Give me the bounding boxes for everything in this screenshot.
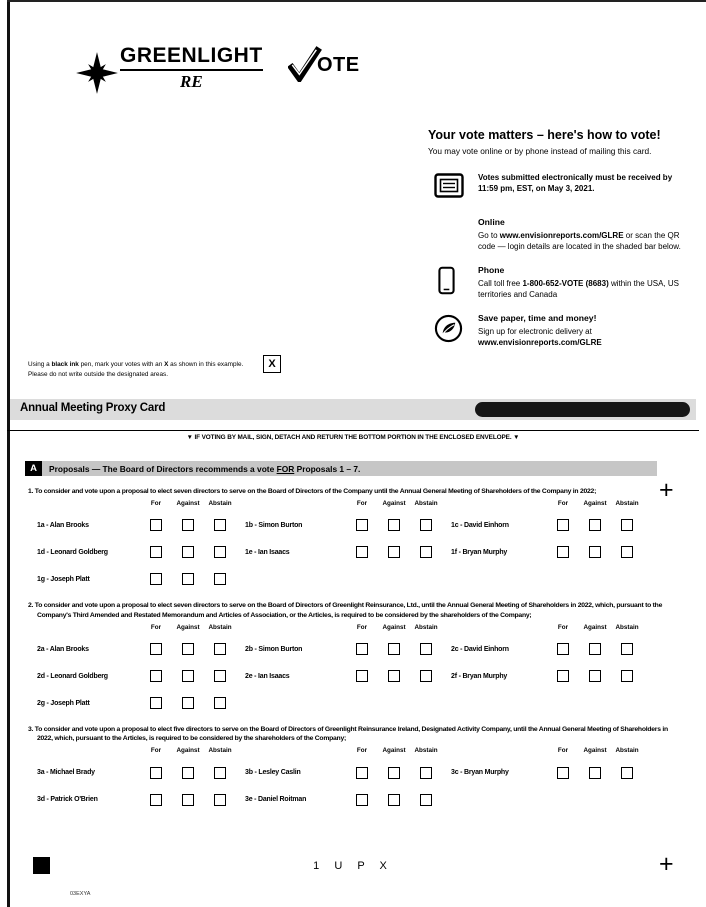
logo-re: RE [179, 72, 203, 91]
column-header-abstain: Abstain [615, 499, 639, 507]
vote-cell [378, 759, 410, 786]
checkbox-3b-abstain[interactable] [420, 767, 432, 779]
vote-cell [204, 539, 236, 566]
vote-cell [410, 786, 442, 813]
marking-instructions-line2: Please do not write outside the designated areas. [28, 370, 168, 378]
vote-cell [204, 636, 236, 663]
checkbox-1f-for[interactable] [557, 546, 569, 558]
vote-cell [204, 690, 236, 717]
vote-cell [140, 566, 172, 593]
howto-heading: Your vote matters – here's how to vote! [428, 128, 661, 142]
vote-cell [204, 786, 236, 813]
column-header-abstain: Abstain [208, 747, 232, 755]
vote-cell [579, 539, 611, 566]
vote-cell [410, 690, 442, 717]
vote-cell [378, 786, 410, 813]
vote-cell [204, 512, 236, 539]
paperless-item [428, 313, 694, 348]
vote-cell [140, 663, 172, 690]
checkbox-2f-for[interactable] [557, 670, 569, 682]
vote-cell [579, 663, 611, 690]
column-header-against: Against [176, 623, 200, 631]
marking-instructions [28, 360, 258, 380]
registration-plus-bottom: + [659, 850, 674, 878]
proxy-card-bar [10, 399, 696, 420]
paperless-title: Save paper, time and money! [478, 312, 597, 323]
nominee-label: 2e - Ian Isaacs [245, 672, 290, 680]
vote-cell [547, 663, 579, 690]
online-post: or scan the QR code — login details are located in the shaded bar below. [478, 230, 681, 251]
paperless-line1: Sign up for electronic delivery at [478, 326, 592, 336]
howto-subheading: You may vote online or by phone instead of mailing this card. [428, 146, 652, 156]
vote-cell [346, 690, 378, 717]
nominee-label: 1f - Bryan Murphy [451, 548, 508, 556]
checkbox-2b-for[interactable] [356, 643, 368, 655]
column-header-against: Against [176, 499, 200, 507]
vote-cell [378, 690, 410, 717]
column-header-against: Against [176, 747, 200, 755]
checkbox-1e-for[interactable] [356, 546, 368, 558]
vote-cell [547, 690, 579, 717]
nominee-label: 3e - Daniel Roitman [245, 796, 307, 804]
perforation-line [7, 430, 699, 431]
proposal-2-text: 2. To consider and vote upon a proposal to elect seven directors to serve on the Board of Directors of Greenlight Reinsurance, Ltd., until the Annual General Meeting of Shareholders in 2022, which, pursuant to the Company's Third Amended and Restated Memorandum and Articles of Association, or the Articles, is required to be considered by the shareholders of the Company; [28, 601, 663, 619]
column-header-against: Against [382, 499, 406, 507]
column-header-against: Against [382, 623, 406, 631]
checkbox-1f-against[interactable] [589, 546, 601, 558]
checkbox-1c-abstain[interactable] [621, 519, 633, 531]
nominee-label: 2g - Joseph Platt [37, 699, 90, 707]
vote-cell [346, 663, 378, 690]
checkbox-1d-abstain[interactable] [214, 546, 226, 558]
column-header-abstain: Abstain [208, 623, 232, 631]
column-header-abstain: Abstain [414, 499, 438, 507]
electronic-deadline-item [428, 172, 694, 204]
footer-code: 1 U P X [313, 860, 393, 872]
proposal-3-text: 3. To consider and vote upon a proposal to elect five directors to serve on the Board of Directors of Greenlight Reinsurance Ireland, Designated Activity Company, until the Annual General Meeting of Shareholders in 2022, which, pursuant to the Articles, is required to be considered by the shareholders of the Company; [28, 725, 668, 743]
proposal-1 [28, 487, 693, 593]
checkbox-3d-against[interactable] [182, 794, 194, 806]
checkbox-1f-abstain[interactable] [621, 546, 633, 558]
logo-name: GREENLIGHT [120, 44, 263, 71]
vote-cell [410, 539, 442, 566]
checkbox-2d-against[interactable] [182, 670, 194, 682]
checkbox-3a-abstain[interactable] [214, 767, 226, 779]
checkbox-3c-against[interactable] [589, 767, 601, 779]
vote-cell [579, 636, 611, 663]
checkbox-1a-abstain[interactable] [214, 519, 226, 531]
column-header-for: For [557, 499, 569, 507]
section-a-title [42, 461, 657, 476]
phone-instructions [478, 278, 688, 300]
how-to-vote-panel [428, 128, 694, 361]
nominee-label: 2b - Simon Burton [245, 645, 303, 653]
proposal-3-vote-grid [28, 747, 693, 813]
phone-item [428, 265, 694, 300]
empty-label [442, 786, 547, 813]
grid-spacer [236, 624, 346, 636]
vote-cell [611, 636, 643, 663]
vote-cell [378, 636, 410, 663]
vote-cell [547, 786, 579, 813]
nominee-label: 1b - Simon Burton [245, 521, 303, 529]
empty-label [442, 690, 547, 717]
section-a-title-for: FOR [276, 463, 295, 474]
vote-cell [547, 636, 579, 663]
checkbox-2a-against[interactable] [182, 643, 194, 655]
vote-cell [611, 690, 643, 717]
online-item [428, 217, 694, 252]
vote-cell [172, 512, 204, 539]
checkbox-1g-abstain[interactable] [214, 573, 226, 585]
vote-cell [140, 786, 172, 813]
imprint-code: 03EXYA [70, 891, 91, 897]
electronic-vote-icon [428, 172, 478, 204]
column-header-abstain: Abstain [615, 623, 639, 631]
grid-spacer [442, 500, 547, 512]
checkbox-1d-against[interactable] [182, 546, 194, 558]
checkbox-1d-for[interactable] [150, 546, 162, 558]
grid-spacer [236, 747, 346, 759]
checkbox-2c-abstain[interactable] [621, 643, 633, 655]
paperless-url: www.envisionreports.com/GLRE [478, 337, 602, 347]
vote-cell [140, 690, 172, 717]
checkbox-3e-against[interactable] [388, 794, 400, 806]
example-mark-box: X [263, 355, 281, 373]
vote-cell [172, 539, 204, 566]
section-a-title-pre: Proposals — The Board of Directors recommends a vote [49, 463, 277, 474]
vote-cell [611, 512, 643, 539]
checkbox-1g-for[interactable] [150, 573, 162, 585]
vote-cell [346, 759, 378, 786]
proposal-2-vote-grid [28, 624, 693, 717]
proposal-3 [28, 725, 693, 814]
checkbox-2f-against[interactable] [589, 670, 601, 682]
vote-cell [172, 566, 204, 593]
column-header-abstain: Abstain [414, 623, 438, 631]
checkbox-2c-for[interactable] [557, 643, 569, 655]
checkbox-1c-for[interactable] [557, 519, 569, 531]
checkbox-3d-abstain[interactable] [214, 794, 226, 806]
grid-spacer [28, 624, 140, 636]
proposal-1-text: 1. To consider and vote upon a proposal to elect seven directors to serve on the Board of Directors of the Company until the Annual General Meeting of Shareholders of the Company in 2022; [28, 488, 597, 495]
column-header-abstain: Abstain [615, 747, 639, 755]
nominee-label: 2c - David Einhorn [451, 645, 509, 653]
checkbox-1b-against[interactable] [388, 519, 400, 531]
checkbox-2e-for[interactable] [356, 670, 368, 682]
checkbox-1c-against[interactable] [589, 519, 601, 531]
checkbox-1a-against[interactable] [182, 519, 194, 531]
checkbox-1g-against[interactable] [182, 573, 194, 585]
vote-cell [140, 759, 172, 786]
vote-cell [611, 566, 643, 593]
nominee-label: 2d - Leonard Goldberg [37, 672, 108, 680]
vote-cell [611, 759, 643, 786]
page-top-edge [7, 0, 706, 2]
column-header-for: For [150, 747, 162, 755]
proposal-2-number: 2. [28, 601, 34, 609]
checkbox-2a-abstain[interactable] [214, 643, 226, 655]
nominee-label: 2a - Alan Brooks [37, 645, 89, 653]
logo-text [120, 44, 263, 92]
vote-cell [204, 759, 236, 786]
phone-pre: Call toll free [478, 278, 523, 288]
vote-cell [547, 539, 579, 566]
nominee-label: 1a - Alan Brooks [37, 521, 89, 529]
checkbox-3e-abstain[interactable] [420, 794, 432, 806]
vote-cell [346, 566, 378, 593]
vote-cell [547, 512, 579, 539]
vote-cell [172, 786, 204, 813]
section-a-header [25, 461, 657, 476]
grid-spacer [28, 500, 140, 512]
online-pre: Go to [478, 230, 500, 240]
checkbox-3a-for[interactable] [150, 767, 162, 779]
checkbox-2d-for[interactable] [150, 670, 162, 682]
online-instructions [478, 230, 688, 252]
proposal-2 [28, 601, 693, 717]
vote-cell [579, 690, 611, 717]
proxy-card-title: Annual Meeting Proxy Card [20, 402, 166, 414]
checkbox-2e-against[interactable] [388, 670, 400, 682]
checkbox-2f-abstain[interactable] [621, 670, 633, 682]
column-header-abstain: Abstain [414, 747, 438, 755]
phone-icon [428, 265, 478, 300]
nominee-label: 1c - David Einhorn [451, 521, 509, 529]
checkbox-3a-against[interactable] [182, 767, 194, 779]
vote-logo [288, 46, 360, 82]
checkbox-1b-abstain[interactable] [420, 519, 432, 531]
phone-title: Phone [478, 264, 505, 275]
column-header-against: Against [583, 499, 607, 507]
vote-cell [346, 786, 378, 813]
proposal-1-number: 1. [28, 488, 34, 495]
vote-cell [579, 566, 611, 593]
checkbox-1e-abstain[interactable] [420, 546, 432, 558]
vote-cell [547, 566, 579, 593]
vote-cell [611, 663, 643, 690]
proposals-section [28, 487, 693, 821]
nominee-label: 1g - Joseph Platt [37, 575, 90, 583]
vote-cell [410, 663, 442, 690]
registration-plus-top: + [659, 476, 674, 504]
vote-cell [410, 512, 442, 539]
instr-black-ink: black ink [51, 361, 79, 368]
phone-number: 1-800-652-VOTE (8683) [522, 278, 609, 288]
column-header-for: For [150, 499, 162, 507]
leaf-icon [428, 313, 478, 348]
vote-cell [346, 512, 378, 539]
nominee-label: 1e - Ian Isaacs [245, 548, 290, 556]
empty-label [236, 566, 346, 593]
grid-spacer [442, 747, 547, 759]
checkbox-2b-against[interactable] [388, 643, 400, 655]
checkbox-3c-abstain[interactable] [621, 767, 633, 779]
vote-cell [611, 539, 643, 566]
vote-cell [204, 663, 236, 690]
column-header-against: Against [583, 747, 607, 755]
nominee-label: 2f - Bryan Murphy [451, 672, 508, 680]
vote-cell [410, 759, 442, 786]
checkbox-2a-for[interactable] [150, 643, 162, 655]
vote-cell [172, 759, 204, 786]
empty-label [236, 690, 346, 717]
grid-spacer [236, 500, 346, 512]
column-header-for: For [356, 747, 368, 755]
marking-instructions-line1 [28, 360, 258, 370]
proposal-1-vote-grid [28, 500, 693, 593]
column-header-against: Against [382, 747, 406, 755]
vote-cell [378, 512, 410, 539]
checkbox-2e-abstain[interactable] [420, 670, 432, 682]
greenlight-logo [74, 44, 263, 96]
vote-cell [378, 566, 410, 593]
page-left-edge [7, 0, 10, 907]
section-a-badge: A [25, 461, 42, 476]
checkbox-2g-abstain[interactable] [214, 697, 226, 709]
column-header-abstain: Abstain [208, 499, 232, 507]
nominee-label: 3c - Bryan Murphy [451, 769, 509, 777]
vote-cell [611, 786, 643, 813]
vote-cell [172, 663, 204, 690]
section-a-title-post: Proposals 1 – 7. [294, 463, 361, 474]
online-title: Online [478, 217, 505, 227]
vote-cell [378, 663, 410, 690]
vote-cell [140, 512, 172, 539]
checkbox-2g-for[interactable] [150, 697, 162, 709]
column-header-for: For [557, 623, 569, 631]
online-url: www.envisionreports.com/GLRE [499, 230, 624, 240]
vote-logo-text: OTE [317, 54, 360, 76]
checkbox-1a-for[interactable] [150, 519, 162, 531]
vote-cell [579, 759, 611, 786]
shaded-login-bar [475, 402, 690, 417]
nominee-label: 1d - Leonard Goldberg [37, 548, 108, 556]
checkbox-3d-for[interactable] [150, 794, 162, 806]
vote-cell [378, 539, 410, 566]
vote-cell [140, 636, 172, 663]
checkbox-2c-against[interactable] [589, 643, 601, 655]
checkbox-2b-abstain[interactable] [420, 643, 432, 655]
column-header-for: For [150, 623, 162, 631]
instr-post: as shown in this example. [168, 361, 244, 368]
vote-cell [410, 636, 442, 663]
column-header-for: For [356, 623, 368, 631]
instr-mid: pen, mark your votes with an [78, 361, 165, 368]
vote-cell [579, 512, 611, 539]
checkbox-3b-for[interactable] [356, 767, 368, 779]
electronic-deadline-text: Votes submitted electronically must be received by 11:59 pm, EST, on May 3, 2021. [478, 173, 673, 194]
column-header-against: Against [583, 623, 607, 631]
vote-cell [346, 539, 378, 566]
grid-spacer [442, 624, 547, 636]
column-header-for: For [557, 747, 569, 755]
vote-cell [579, 786, 611, 813]
vote-cell [410, 566, 442, 593]
checkbox-1b-for[interactable] [356, 519, 368, 531]
vote-cell [140, 539, 172, 566]
phone-post: within the USA, US territories and Canada [478, 278, 679, 299]
vote-cell [172, 636, 204, 663]
proposal-3-number: 3. [28, 725, 34, 733]
empty-label [442, 566, 547, 593]
vote-cell [346, 636, 378, 663]
checkbox-3b-against[interactable] [388, 767, 400, 779]
vote-cell [172, 690, 204, 717]
checkbox-2d-abstain[interactable] [214, 670, 226, 682]
nominee-label: 3d - Patrick O'Brien [37, 796, 98, 804]
grid-spacer [28, 747, 140, 759]
starburst-icon [74, 50, 120, 96]
checkbox-1e-against[interactable] [388, 546, 400, 558]
detach-notice: ▼ IF VOTING BY MAIL, SIGN, DETACH AND RETURN THE BOTTOM PORTION IN THE ENCLOSED ENVELOPE. ▼ [186, 434, 520, 441]
vote-cell [204, 566, 236, 593]
vote-cell [547, 759, 579, 786]
nominee-label: 3b - Lesley Caslin [245, 769, 301, 777]
instr-pre: Using a [28, 361, 52, 368]
checkbox-2g-against[interactable] [182, 697, 194, 709]
online-icon-spacer [428, 217, 478, 252]
checkbox-3c-for[interactable] [557, 767, 569, 779]
nominee-label: 3a - Michael Brady [37, 769, 95, 777]
column-header-for: For [356, 499, 368, 507]
checkbox-3e-for[interactable] [356, 794, 368, 806]
instr-x: X [164, 361, 169, 368]
